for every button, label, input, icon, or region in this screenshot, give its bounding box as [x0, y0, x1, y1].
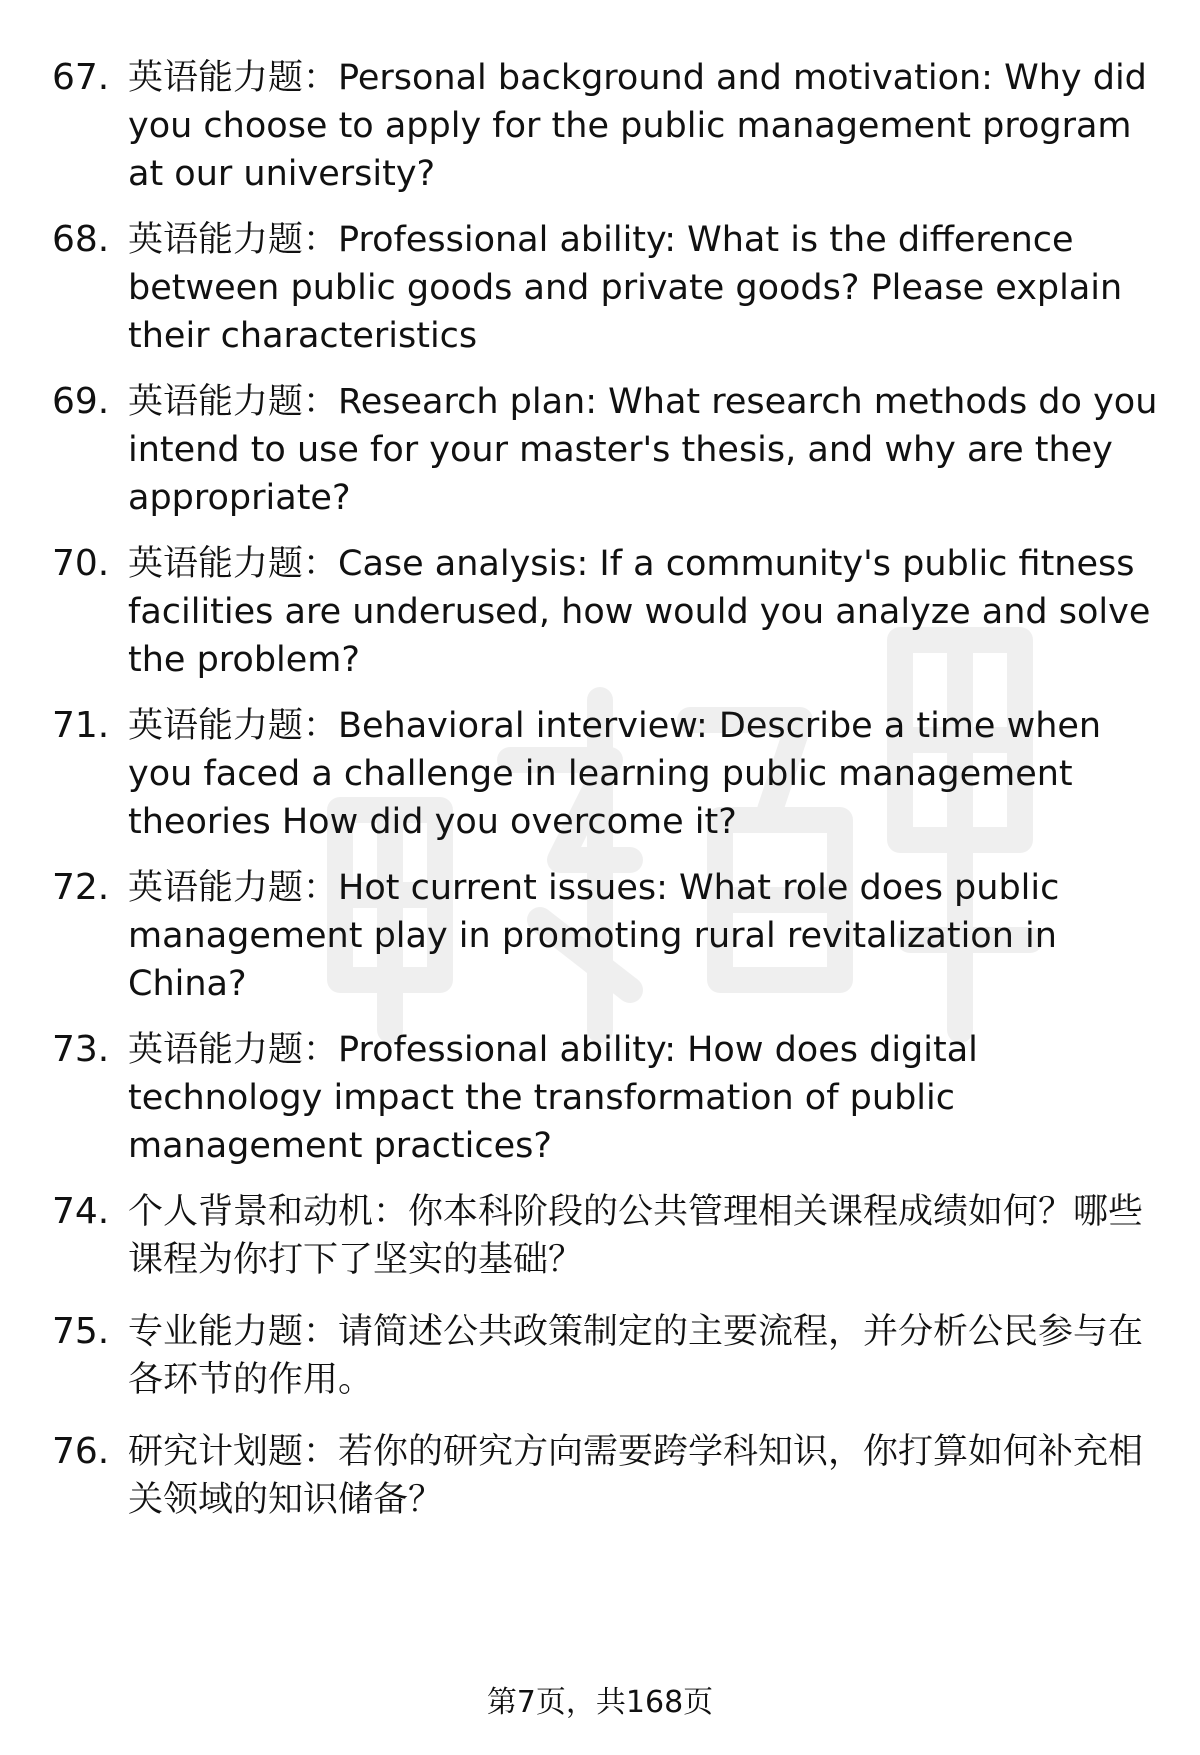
question-text: 个人背景和动机：你本科阶段的公共管理相关课程成绩如何？哪些课程为你打下了坚实的基础？ — [128, 1192, 1144, 1280]
question-number: 73. — [52, 1029, 110, 1070]
question-text: 英语能力题：Case analysis: If a community's public fitness facilities are underused, how would you analyze and solve the problem? — [128, 544, 1151, 680]
question-number: 70. — [52, 543, 110, 584]
question-number: 71. — [52, 705, 110, 746]
question-number: 67. — [52, 57, 110, 98]
question-text: 英语能力题：Behavioral interview: Describe a time when you faced a challenge in learning public management theories How did you overcome it? — [128, 706, 1102, 842]
question-text: 英语能力题：Professional ability: What is the difference between public goods and private goods? Please explain their characteristics — [128, 220, 1123, 356]
question-text: 英语能力题：Professional ability: How does digital technology impact the transformation of public management practices? — [128, 1030, 978, 1166]
question-number: 68. — [52, 219, 110, 260]
question-text: 英语能力题：Personal background and motivation: Why did you choose to apply for the public management program at our university? — [128, 58, 1147, 194]
question-number: 75. — [52, 1311, 110, 1352]
question-text: 研究计划题：若你的研究方向需要跨学科知识，你打算如何补充相关领域的知识储备？ — [128, 1432, 1144, 1520]
question-number: 69. — [52, 381, 110, 422]
question-text: 专业能力题：请简述公共政策制定的主要流程，并分析公民参与在各环节的作用。 — [128, 1312, 1144, 1400]
question-number: 74. — [52, 1191, 110, 1232]
page-number: 第7页，共168页 — [486, 1685, 714, 1720]
question-text: 英语能力题：Research plan: What research methods do you intend to use for your master's thesis, and why are they appropriate? — [128, 382, 1158, 518]
question-text: 英语能力题：Hot current issues: What role does public management play in promoting rural revitalization in China? — [128, 868, 1060, 1004]
question-number: 72. — [52, 867, 110, 908]
question-number: 76. — [52, 1431, 110, 1472]
